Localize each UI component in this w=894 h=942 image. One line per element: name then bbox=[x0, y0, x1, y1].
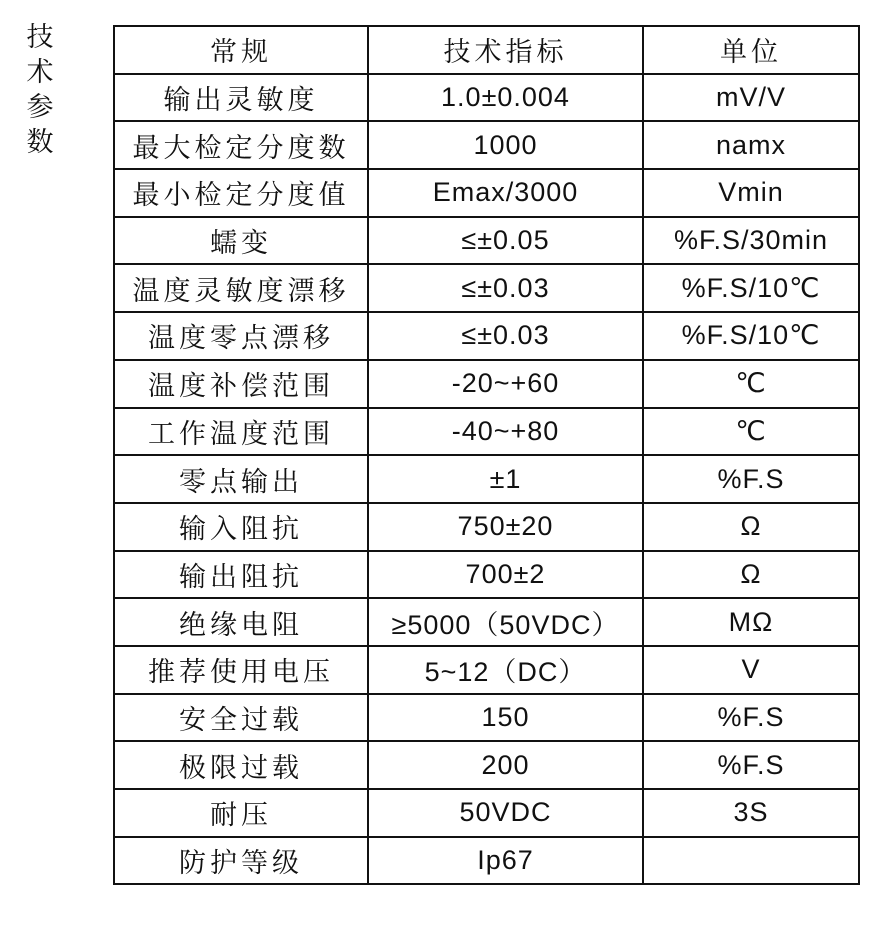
value-cell: 750±20 bbox=[368, 503, 643, 551]
value-cell: ±1 bbox=[368, 455, 643, 503]
table-row bbox=[114, 598, 859, 646]
value-cell: 1.0±0.004 bbox=[368, 74, 643, 122]
side-label-char: 参 bbox=[26, 92, 54, 123]
side-label-char: 技 bbox=[26, 22, 54, 53]
value-cell: Ip67 bbox=[368, 837, 643, 885]
value-cell: 200 bbox=[368, 741, 643, 789]
value-cell: ≤±0.05 bbox=[368, 217, 643, 265]
table-row bbox=[114, 217, 859, 265]
param-cell: 蠕变 bbox=[114, 217, 368, 265]
table-header-row bbox=[114, 26, 859, 74]
param-cell: 温度零点漂移 bbox=[114, 312, 368, 360]
value-cell: ≥5000（50VDC） bbox=[368, 598, 643, 646]
param-cell: 最大检定分度数 bbox=[114, 121, 368, 169]
unit-cell: Ω bbox=[643, 551, 859, 599]
side-label-char: 术 bbox=[26, 57, 54, 88]
value-cell: -40~+80 bbox=[368, 408, 643, 456]
unit-cell: V bbox=[643, 646, 859, 694]
param-cell: 最小检定分度值 bbox=[114, 169, 368, 217]
table-row bbox=[114, 646, 859, 694]
table-row bbox=[114, 121, 859, 169]
unit-cell: mV/V bbox=[643, 74, 859, 122]
header-technical-index: 技术指标 bbox=[368, 26, 643, 74]
param-cell: 温度补偿范围 bbox=[114, 360, 368, 408]
param-cell: 防护等级 bbox=[114, 837, 368, 885]
table-row bbox=[114, 694, 859, 742]
param-cell: 输出灵敏度 bbox=[114, 74, 368, 122]
table-row bbox=[114, 741, 859, 789]
unit-cell bbox=[643, 837, 859, 885]
value-cell: 700±2 bbox=[368, 551, 643, 599]
table-row bbox=[114, 837, 859, 885]
table-row bbox=[114, 408, 859, 456]
unit-cell: 3S bbox=[643, 789, 859, 837]
table-row bbox=[114, 455, 859, 503]
value-cell: 5~12（DC） bbox=[368, 646, 643, 694]
table-row bbox=[114, 264, 859, 312]
table-row bbox=[114, 74, 859, 122]
table-row bbox=[114, 169, 859, 217]
side-label-char: 数 bbox=[26, 127, 54, 158]
unit-cell: namx bbox=[643, 121, 859, 169]
table-row bbox=[114, 312, 859, 360]
value-cell: -20~+60 bbox=[368, 360, 643, 408]
value-cell: Emax/3000 bbox=[368, 169, 643, 217]
table-row bbox=[114, 789, 859, 837]
unit-cell: %F.S/10℃ bbox=[643, 312, 859, 360]
unit-cell: %F.S bbox=[643, 741, 859, 789]
unit-cell: %F.S/30min bbox=[643, 217, 859, 265]
param-cell: 安全过载 bbox=[114, 694, 368, 742]
value-cell: ≤±0.03 bbox=[368, 264, 643, 312]
value-cell: 150 bbox=[368, 694, 643, 742]
param-cell: 绝缘电阻 bbox=[114, 598, 368, 646]
unit-cell: Vmin bbox=[643, 169, 859, 217]
header-general: 常规 bbox=[114, 26, 368, 74]
unit-cell: Ω bbox=[643, 503, 859, 551]
unit-cell: ℃ bbox=[643, 360, 859, 408]
value-cell: 1000 bbox=[368, 121, 643, 169]
unit-cell: ℃ bbox=[643, 408, 859, 456]
unit-cell: %F.S/10℃ bbox=[643, 264, 859, 312]
param-cell: 输出阻抗 bbox=[114, 551, 368, 599]
param-cell: 推荐使用电压 bbox=[114, 646, 368, 694]
unit-cell: MΩ bbox=[643, 598, 859, 646]
side-label-technical-parameters bbox=[22, 20, 58, 160]
table-row bbox=[114, 551, 859, 599]
param-cell: 零点输出 bbox=[114, 455, 368, 503]
value-cell: 50VDC bbox=[368, 789, 643, 837]
param-cell: 输入阻抗 bbox=[114, 503, 368, 551]
table-row bbox=[114, 503, 859, 551]
unit-cell: %F.S bbox=[643, 455, 859, 503]
param-cell: 极限过载 bbox=[114, 741, 368, 789]
unit-cell: %F.S bbox=[643, 694, 859, 742]
spec-table bbox=[113, 25, 860, 885]
param-cell: 温度灵敏度漂移 bbox=[114, 264, 368, 312]
header-unit: 单位 bbox=[643, 26, 859, 74]
param-cell: 耐压 bbox=[114, 789, 368, 837]
table-row bbox=[114, 360, 859, 408]
value-cell: ≤±0.03 bbox=[368, 312, 643, 360]
param-cell: 工作温度范围 bbox=[114, 408, 368, 456]
